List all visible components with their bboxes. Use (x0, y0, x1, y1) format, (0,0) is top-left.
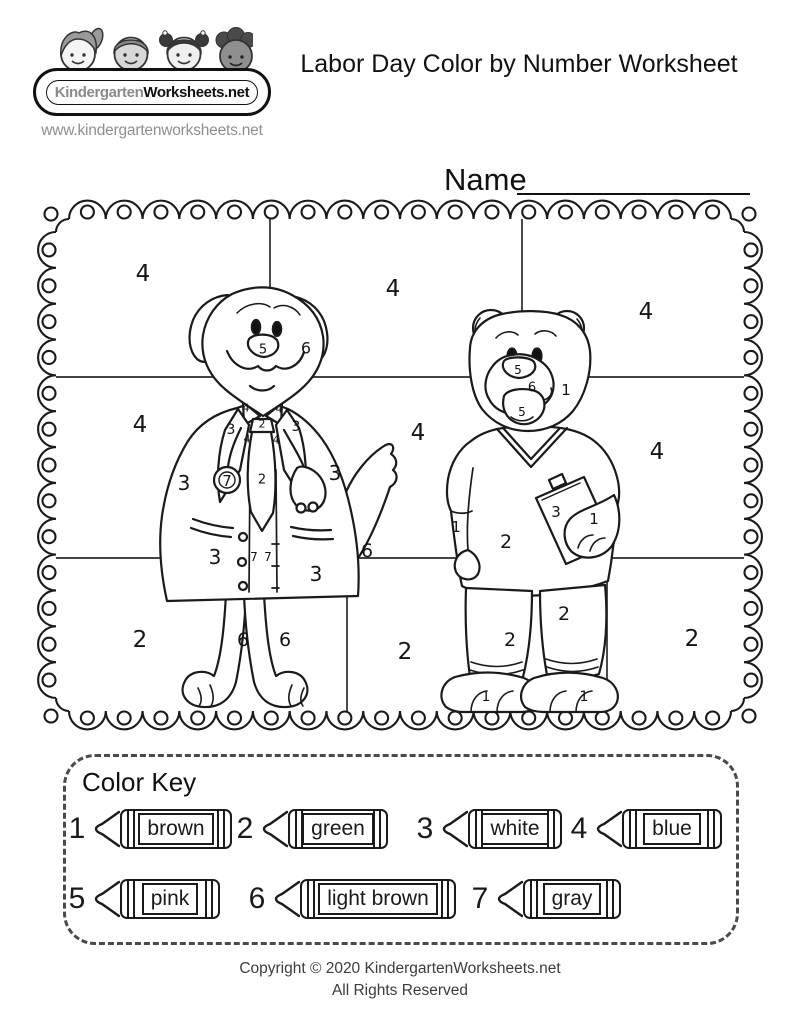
color-key-box (63, 754, 739, 945)
picture-number: 4 (272, 433, 280, 447)
picture-number: 1 (561, 381, 571, 399)
picture-number: 6 (278, 629, 292, 651)
crayon-icon (260, 808, 388, 850)
crayon-color-label: gray (543, 883, 602, 915)
crayon-tip-icon (594, 809, 622, 849)
copyright-footer (0, 958, 800, 1001)
picture-number: 3 (328, 461, 342, 485)
color-key-item (570, 807, 722, 851)
crayon-color-label: green (302, 813, 374, 845)
picture-number: 7 (222, 472, 232, 490)
picture-number: 1 (481, 689, 491, 705)
crayon-color-label: light brown (318, 883, 438, 915)
picture-number: 6 (300, 338, 312, 358)
crayon-color-label: white (481, 813, 548, 845)
dog-right-leg (244, 594, 307, 707)
crayon-icon (495, 878, 621, 920)
picture-number: 2 (132, 627, 148, 653)
color-key-number: 6 (248, 882, 266, 915)
picture-number: 4 (410, 420, 426, 446)
color-key-item (471, 877, 621, 921)
color-key-number: 1 (68, 812, 86, 845)
crayon-body (300, 879, 456, 919)
crayon-tip-icon (260, 809, 288, 849)
picture-number: 1 (451, 518, 461, 536)
picture-number: 5 (518, 405, 526, 419)
crayon-color-label: pink (142, 883, 199, 915)
crayon-body (523, 879, 621, 919)
picture-number: 2 (397, 639, 413, 665)
picture-number: 1 (589, 510, 599, 528)
crayon-body (288, 809, 388, 849)
picture-number: 2 (258, 417, 266, 431)
crayon-icon (92, 878, 220, 920)
picture-number: 7 (264, 550, 272, 564)
color-key-number: 3 (416, 812, 434, 845)
picture-number: 6 (360, 540, 374, 562)
copyright-line1: Copyright © 2020 KindergartenWorksheets.net (239, 960, 561, 977)
crayon-body (120, 809, 232, 849)
color-key-item (236, 807, 388, 851)
crayon-icon (272, 878, 456, 920)
picture-number: 3 (226, 422, 236, 438)
crayon-icon (440, 808, 562, 850)
crayon-color-label: brown (138, 813, 213, 845)
picture-number: 4 (243, 432, 251, 446)
picture-number: 2 (557, 603, 571, 625)
picture-number: 2 (684, 626, 700, 652)
bear-right-pant (540, 585, 606, 679)
picture-number: 4 (275, 402, 283, 416)
picture-number: 4 (385, 276, 401, 302)
color-key-number: 4 (570, 812, 588, 845)
picture-number: 3 (208, 545, 222, 569)
color-key-item (68, 807, 232, 851)
name-label: Name (444, 162, 527, 197)
picture-number: 3 (551, 503, 561, 521)
bear-left-pant (466, 588, 532, 682)
picture-number: 2 (503, 629, 517, 651)
copyright-line2: All Rights Reserved (331, 981, 469, 999)
logo-url: www.kindergartenworksheets.net (41, 122, 263, 139)
crayon-tip-icon (440, 809, 468, 849)
picture-number: 4 (132, 412, 148, 438)
color-key-number: 7 (471, 882, 489, 915)
picture-number: 3 (309, 562, 323, 586)
picture-number: 5 (514, 363, 522, 377)
crayon-tip-icon (495, 879, 523, 919)
picture-number: 4 (638, 299, 654, 325)
crayon-tip-icon (92, 809, 120, 849)
picture-number: 7 (250, 550, 258, 564)
picture-number: 1 (579, 689, 589, 705)
picture-number: 6 (527, 380, 537, 396)
crayon-icon (594, 808, 722, 850)
picture-number: 4 (135, 261, 151, 287)
picture-number: 3 (177, 471, 191, 495)
crayon-color-label: blue (643, 813, 701, 845)
color-key-title: Color Key (82, 767, 197, 797)
crayon-body (622, 809, 722, 849)
picture-number: 4 (242, 401, 250, 415)
crayon-tip-icon (92, 879, 120, 919)
crayon-tip-icon (272, 879, 300, 919)
color-key-number: 2 (236, 812, 254, 845)
bear-right-foot (521, 673, 618, 712)
color-key-item (248, 877, 456, 921)
picture-number: 4 (649, 439, 665, 465)
picture-number: 2 (257, 472, 267, 488)
color-key-item (68, 877, 220, 921)
logo-brand-suffix: Worksheets.net (143, 83, 250, 101)
color-key-item (416, 807, 562, 851)
picture-number: 5 (258, 342, 268, 358)
picture-number: 3 (291, 419, 301, 435)
crayon-body (120, 879, 220, 919)
crayon-body (468, 809, 562, 849)
logo-brand-prefix: Kindergarten (54, 83, 144, 101)
crayon-icon (92, 808, 232, 850)
color-key-number: 5 (68, 882, 86, 915)
page-title: Labor Day Color by Number Worksheet (300, 50, 738, 78)
picture-number: 2 (499, 531, 513, 553)
picture-number: 6 (236, 629, 250, 651)
